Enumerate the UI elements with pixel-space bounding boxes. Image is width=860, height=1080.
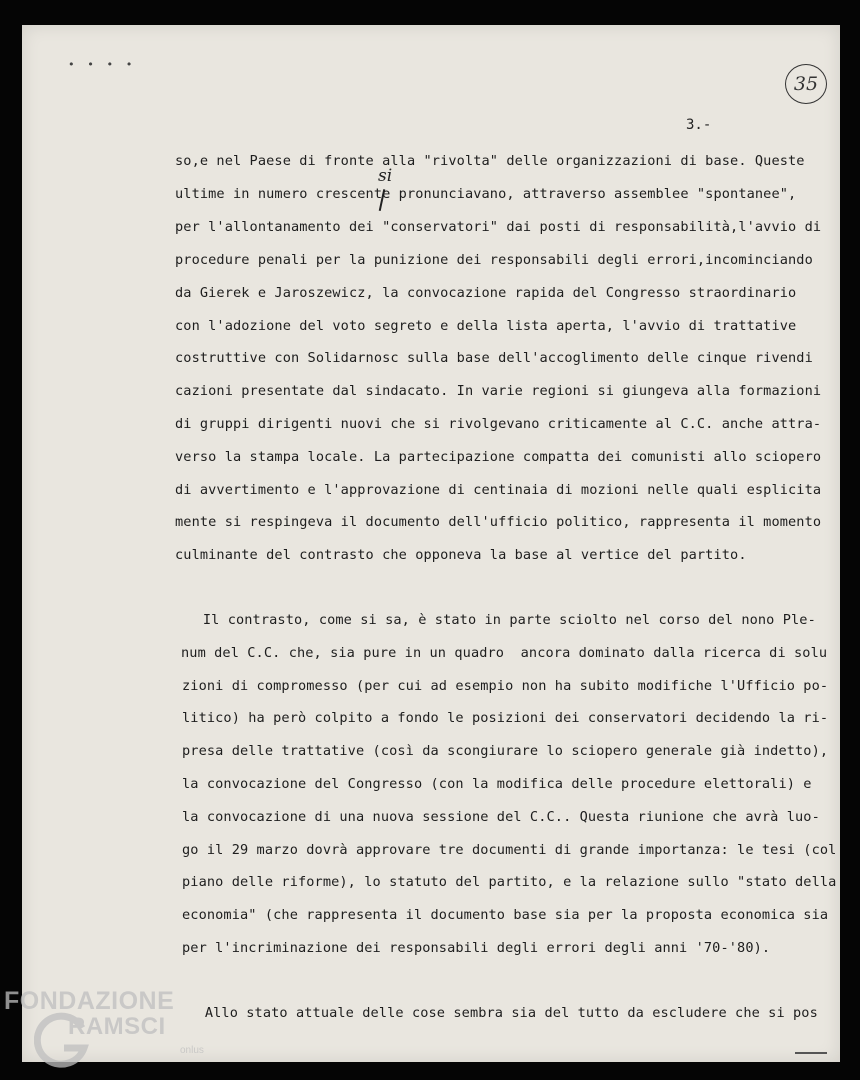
- text-line: Allo stato attuale delle cose sembra sia del tutto da escludere che si pos: [180, 1005, 818, 1021]
- inserted-word-annotation: si: [378, 166, 393, 186]
- text-line: presa delle trattative (così da scongiurare lo sciopero generale già indetto),: [182, 743, 829, 759]
- text-line: cazioni presentate dal sindacato. In varie regioni si giungeva alla formazioni: [175, 383, 822, 399]
- text-line: di gruppi dirigenti nuovi che si rivolgevano criticamente al C.C. anche attra-: [175, 416, 822, 432]
- text-line: Il contrasto, come si sa, è stato in parte sciolto nel corso del nono Ple-: [178, 612, 816, 628]
- text-line: economia" (che rappresenta il documento base sia per la proposta economica sia: [182, 907, 829, 923]
- text-line: mente si respingeva il documento dell'ufficio politico, rappresenta il momento: [175, 514, 822, 530]
- watermark: [4, 987, 204, 1056]
- text-line: la convocazione di una nuova sessione del C.C.. Questa riunione che avrà luo-: [182, 809, 820, 825]
- text-line: per l'incriminazione dei responsabili degli errori degli anni '70-'80).: [182, 940, 771, 956]
- text-line: piano delle riforme), lo statuto del partito, e la relazione sullo "stato della: [182, 874, 837, 890]
- text-line: litico) ha però colpito a fondo le posizioni dei conservatori decidendo la ri-: [182, 710, 829, 726]
- text-line: num del C.C. che, sia pure in un quadro ancora dominato dalla ricerca di solu: [181, 645, 828, 661]
- page-number: 3.-: [686, 117, 712, 133]
- text-line: so,e nel Paese di fronte alla "rivolta" delle organizzazioni di base. Queste: [175, 153, 805, 169]
- text-line: la convocazione del Congresso (con la modifica delle procedure elettorali) e: [182, 776, 812, 792]
- text-line: zioni di compromesso (per cui ad esempio non ha subito modifiche l'Ufficio po-: [182, 678, 829, 694]
- text-line: procedure penali per la punizione dei responsabili degli errori,incominciando: [175, 252, 813, 268]
- text-line: go il 29 marzo dovrà approvare tre documenti di grande importanza: le tesi (col: [182, 842, 837, 858]
- text-line: per l'allontanamento dei "conservatori" dai posti di responsabilità,l'avvio di: [175, 219, 822, 235]
- watermark-line1: FONDAZIONE: [4, 987, 175, 1015]
- folio-number: 35: [785, 64, 827, 104]
- page-edge-mark: [795, 1052, 827, 1054]
- watermark-line2: RAMSCI: [68, 1013, 166, 1040]
- watermark-suffix: onlus: [180, 1045, 204, 1056]
- text-line: ultime in numero crescente pronunciavano, attraverso assemblee "spontanee",: [175, 186, 797, 202]
- text-line: costruttive con Solidarnosc sulla base dell'accoglimento delle cinque rivendi: [175, 350, 813, 366]
- text-line: verso la stampa locale. La partecipazione compatta dei comunisti allo sciopero: [175, 449, 822, 465]
- text-line: con l'adozione del voto segreto e della lista aperta, l'avvio di trattative: [175, 318, 797, 334]
- text-line: culminante del contrasto che opponeva la base al vertice del partito.: [175, 547, 747, 563]
- text-line: da Gierek e Jaroszewicz, la convocazione rapida del Congresso straordinario: [175, 285, 797, 301]
- text-line: di avvertimento e l'approvazione di centinaia di mozioni nelle quali esplicita: [175, 482, 822, 498]
- margin-specks: • • • •: [68, 58, 136, 71]
